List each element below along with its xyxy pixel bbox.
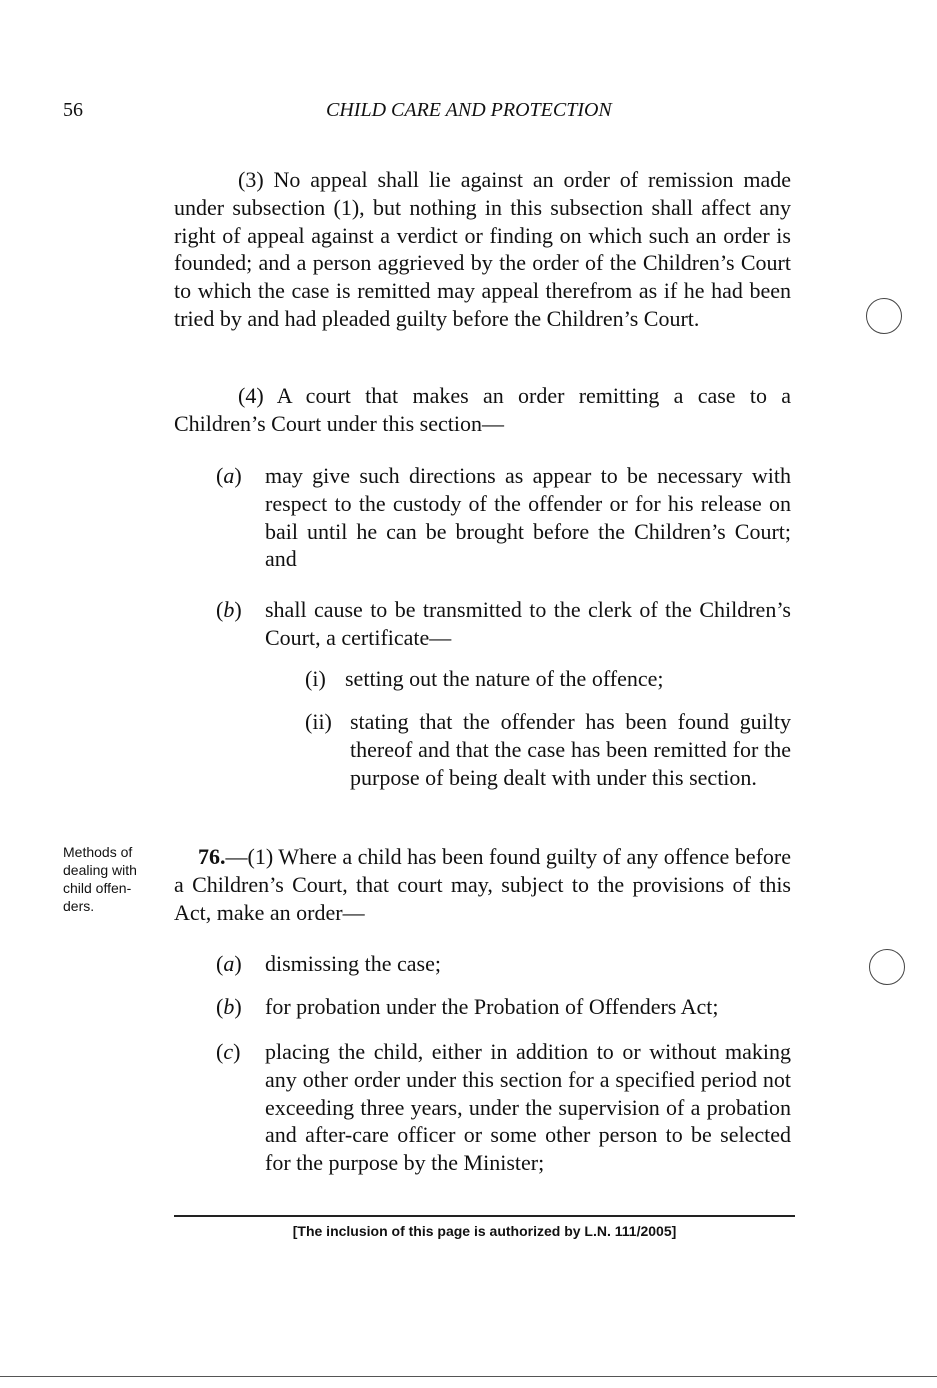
subsection-4-intro: (4) A court that makes an order remitting a case to a Children’s Court under this section—	[174, 383, 791, 436]
item-label: (b)	[216, 994, 242, 1019]
item-text: shall cause to be transmitted to the clerk of the Children’s Court, a certificate—	[265, 597, 791, 650]
subitem-label: (ii)	[305, 709, 332, 734]
list-subitem	[305, 665, 791, 693]
item-label: (a)	[216, 951, 242, 976]
list-item	[216, 596, 791, 652]
list-item	[216, 993, 791, 1021]
item-label: (b)	[216, 597, 242, 622]
item-label: (a)	[216, 463, 242, 488]
subitem-text: stating that the offender has been found guilty thereof and that the case has been remitted for the purpose of being dealt with under this section.	[350, 709, 791, 790]
item-text: placing the child, either in addition to or without making any other order under this section for a specified period not exceeding three years, under the supervision of a probation and after-care officer or some other person to be selected for the purpose by the Minister;	[265, 1039, 791, 1176]
section-number: 76.	[198, 844, 226, 869]
page-number: 56	[63, 99, 83, 121]
punch-hole-icon	[869, 949, 905, 985]
subsection-3: (3) No appeal shall lie against an order of remission made under subsection (1), but nothing in this subsection shall affect any right of appeal against a verdict or finding on which such an order is founded; and a person aggrieved by the order of the Children’s Court to which the case is remitted may appeal therefrom as if he had been tried by and had pleaded guilty before the Children’s Court.	[174, 167, 791, 331]
subitem-text: setting out the nature of the offence;	[345, 666, 664, 691]
footer-rule	[174, 1215, 795, 1217]
footer-note: [The inclusion of this page is authorized by L.N. 111/2005]	[292, 1223, 677, 1239]
list-item	[216, 950, 791, 978]
item-text: may give such directions as appear to be necessary with respect to the custody of the offender or for his release on bail until he can be brought before the Children’s Court; and	[265, 463, 791, 572]
margin-note: Methods of dealing with child offen-ders.	[63, 844, 137, 914]
punch-hole-icon	[866, 298, 902, 334]
section-76-intro	[174, 843, 791, 926]
item-text: for probation under the Probation of Offenders Act;	[265, 994, 719, 1019]
item-label: (c)	[216, 1039, 241, 1064]
subitem-label: (i)	[305, 666, 326, 691]
list-item	[216, 1038, 791, 1177]
list-subitem	[305, 708, 791, 791]
running-title: CHILD CARE AND PROTECTION	[326, 99, 612, 121]
section-76-text: —(1) Where a child has been found guilty of any offence before a Children’s Court, that court may, subject to the provisions of this Act, make an order—	[174, 844, 791, 925]
list-item	[216, 462, 791, 573]
scan-edge-line	[0, 1376, 937, 1377]
item-text: dismissing the case;	[265, 951, 441, 976]
